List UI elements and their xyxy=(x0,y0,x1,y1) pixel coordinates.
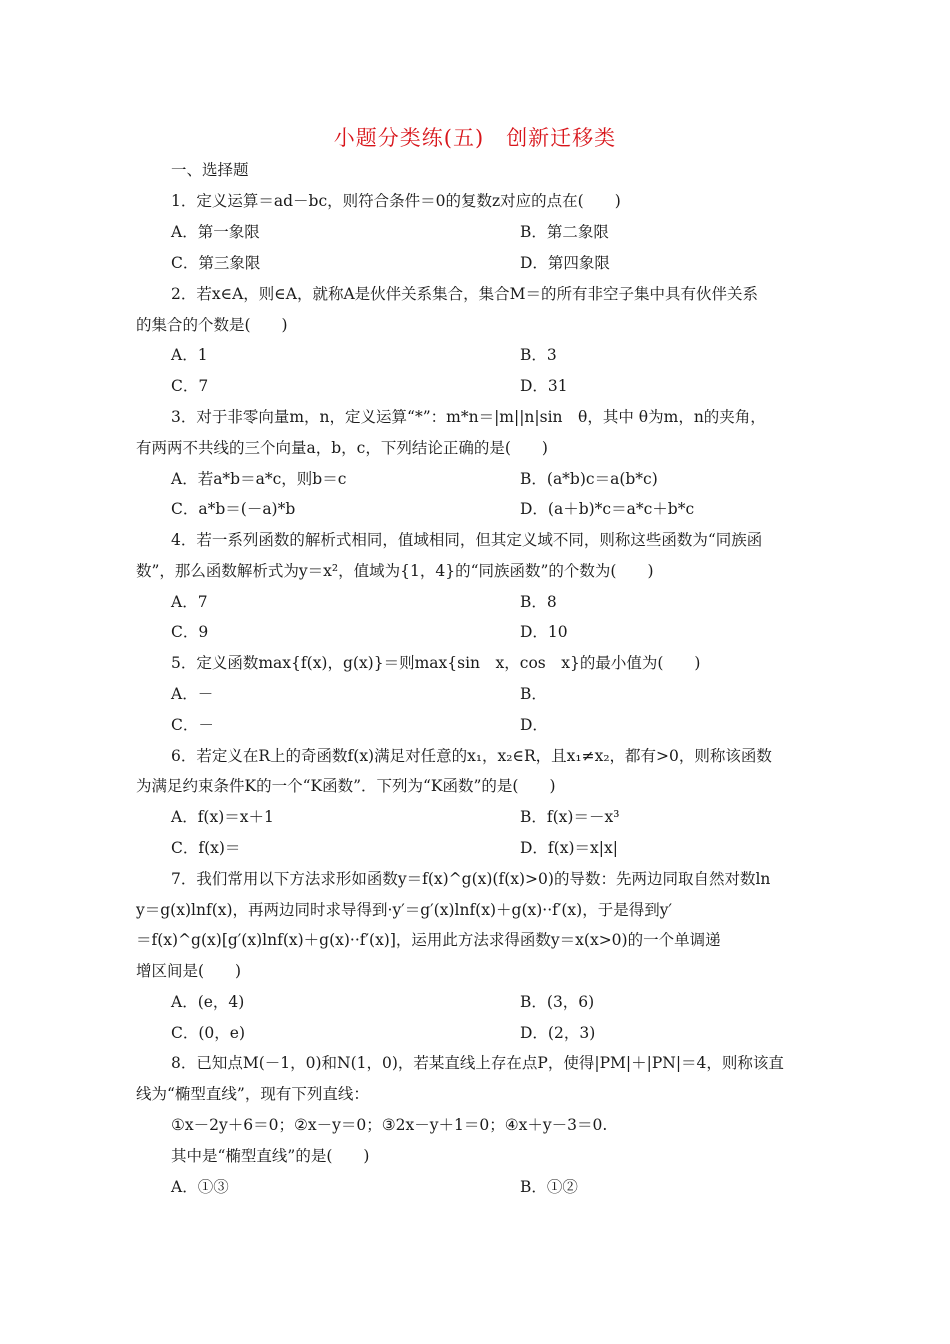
question-2-option-c: C．7 xyxy=(171,377,209,395)
question-8-option-a: A．①③ xyxy=(171,1178,229,1196)
question-3-option-b: B．(a*b)c＝a(b*c) xyxy=(520,470,658,488)
question-8-stem-line3: ①x－2y＋6＝0；②x－y＝0；③2x－y＋1＝0；④x＋y－3＝0. xyxy=(171,1116,608,1134)
question-1-option-a: A．第一象限 xyxy=(171,223,260,241)
question-1-stem: 1．定义运算＝ad－bc，则符合条件＝0的复数z对应的点在( ) xyxy=(171,192,621,210)
question-8-option-b: B．①② xyxy=(520,1178,578,1196)
question-6-option-a: A．f(x)＝x＋1 xyxy=(171,808,274,826)
question-1-option-c: C．第三象限 xyxy=(171,254,261,272)
question-2-option-a: A．1 xyxy=(171,346,208,364)
question-6-option-c: C．f(x)＝ xyxy=(171,839,241,857)
question-7-stem-line1: 7．我们常用以下方法求形如函数y＝f(x)^g(x)(f(x)>0)的导数：先两边同取自然对数ln xyxy=(171,870,771,888)
question-8-stem-line4: 其中是“椭型直线”的是( ) xyxy=(171,1147,370,1165)
question-7-option-d: D．(2，3) xyxy=(520,1024,596,1042)
question-3-stem-line1: 3．对于非零向量m，n，定义运算“*”：m*n＝|m||n|sin θ，其中 θ为m，n的夹角， xyxy=(171,408,766,426)
question-3-option-d: D．(a＋b)*c＝a*c＋b*c xyxy=(520,500,695,518)
question-8-stem-line1: 8．已知点M(－1，0)和N(1，0)，若某直线上存在点P，使得|PM|＋|PN|＝4，则称该直 xyxy=(171,1054,784,1072)
question-7-option-b: B．(3，6) xyxy=(520,993,595,1011)
question-7-option-a: A．(e，4) xyxy=(171,993,245,1011)
question-2-option-b: B．3 xyxy=(520,346,557,364)
question-5-stem: 5．定义函数max{f(x)，g(x)}＝则max{sin x，cos x}的最小值为( ) xyxy=(171,654,701,672)
question-5-option-c: C．－ xyxy=(171,716,214,734)
title-sub: 创新迁移类 xyxy=(506,126,617,150)
question-4-option-b: B．8 xyxy=(520,593,557,611)
question-4-stem-line2: 数”，那么函数解析式为y＝x²，值域为{1，4}的“同族函数”的个数为( ) xyxy=(136,562,654,580)
question-4-stem-line1: 4．若一系列函数的解析式相同，值域相同，但其定义域不同，则称这些函数为“同族函 xyxy=(171,531,763,549)
question-2-option-d: D．31 xyxy=(520,377,568,395)
question-4-option-c: C．9 xyxy=(171,623,209,641)
question-5-option-b: B． xyxy=(520,685,547,703)
question-5-option-d: D． xyxy=(520,716,548,734)
question-3-option-a: A．若a*b＝a*c，则b＝c xyxy=(171,470,347,488)
question-2-stem-line1: 2．若x∈A，则∈A，就称A是伙伴关系集合，集合M＝的所有非空子集中具有伙伴关系 xyxy=(171,285,759,303)
question-8-stem-line2: 线为“椭型直线”，现有下列直线： xyxy=(136,1085,369,1103)
question-6-option-d: D．f(x)＝x|x| xyxy=(520,839,618,857)
page-title xyxy=(0,122,950,152)
question-7-stem-line3: ＝f(x)^g(x)[g′(x)lnf(x)＋g(x)··f′(x)]，运用此方法求得函数y＝x(x>0)的一个单调递 xyxy=(136,931,721,949)
question-6-stem-line1: 6．若定义在R上的奇函数f(x)满足对任意的x₁，x₂∈R，且x₁≠x₂，都有>0，则称该函数 xyxy=(171,747,772,765)
question-6-stem-line2: 为满足约束条件K的一个“K函数”．下列为“K函数”的是( ) xyxy=(136,777,556,795)
question-4-option-a: A．7 xyxy=(171,593,208,611)
title-main: 小题分类练(五) xyxy=(333,126,485,150)
question-3-stem-line2: 有两两不共线的三个向量a，b，c，下列结论正确的是( ) xyxy=(136,439,548,457)
question-3-option-c: C．a*b＝(－a)*b xyxy=(171,500,296,518)
question-2-stem-line2: 的集合的个数是( ) xyxy=(136,316,288,334)
question-7-stem-line2: y＝g(x)lnf(x)，再两边同时求导得到·y′＝g′(x)lnf(x)＋g(x)··f′(x)，于是得到y′ xyxy=(136,901,673,919)
question-1-option-d: D．第四象限 xyxy=(520,254,610,272)
question-7-stem-line4: 增区间是( ) xyxy=(136,962,242,980)
question-7-option-c: C．(0，e) xyxy=(171,1024,245,1042)
question-4-option-d: D．10 xyxy=(520,623,568,641)
question-1-option-b: B．第二象限 xyxy=(520,223,609,241)
question-5-option-a: A．－ xyxy=(171,685,214,703)
question-6-option-b: B．f(x)＝－x³ xyxy=(520,808,620,826)
section-heading: 一、选择题 xyxy=(171,161,249,179)
